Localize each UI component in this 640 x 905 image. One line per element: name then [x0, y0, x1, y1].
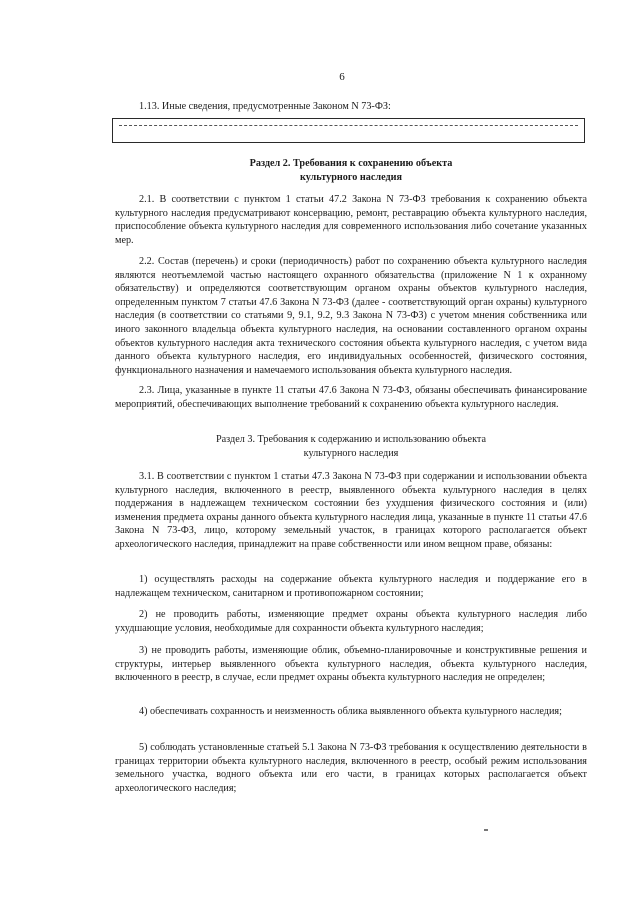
section-3-title-line2: культурного наследия	[303, 447, 399, 459]
section-2-title	[115, 157, 587, 184]
paragraph-2-2	[115, 255, 587, 377]
item-1-13: 1.13. Иные сведения, предусмотренные Законом N 73-ФЗ:	[139, 101, 391, 112]
paragraph-2-3-text: 2.3. Лица, указанные в пункте 11 статьи 47.6 Закона N 73-ФЗ, обязаны обеспечивать финансирование мероприятий, обеспечивающих выполнение требований к сохранению объекта культурного наследия.	[115, 385, 587, 410]
paragraph-2-3	[115, 384, 587, 411]
section-2-title-line2: культурного наследия	[299, 171, 402, 183]
section-2-title-line1: Раздел 2. Требования к сохранению объекта	[249, 158, 453, 169]
paragraph-3-1	[115, 470, 587, 552]
section-3-title-line1: Раздел 3. Требования к содержанию и использованию объекта	[215, 434, 486, 445]
paragraph-2-2-text: 2.2. Состав (перечень) и сроки (периодичность) работ по сохранению объекта культурного наследия являются неотъемлемой частью настоящего охранного обязательства (приложение N 1 к охранному обязательству) и определяются соответствующим органом охраны объектов культурного наследия, определенным пунктом 7 статьи 47.6 Закона N 73-ФЗ (далее - соответствующий орган охраны) культурного наследия (в соответствии со статьями 9, 9.1, 9.2, 9.3 Закона N 73-ФЗ) с учетом мнения собственника или иного законного владельца объекта культурного наследия, на основании составленного органом охраны объектов культурного наследия акта технического состояния объекта культурного наследия, с учетом вида данного объекта культурного наследия, его индивидуальных особенностей, физического состояния, функционального назначения и намечаемого использования объекта культурного наследия.	[115, 256, 587, 376]
list-item-2	[115, 608, 587, 635]
list-item-4	[115, 705, 587, 719]
paragraph-2-1-text: 2.1. В соответствии с пунктом 1 статьи 47.2 Закона N 73-ФЗ требования к сохранению объекта культурного наследия предусматривают консервацию, ремонт, реставрацию объекта культурного наследия, приспособление объекта культурного наследия для современного использования либо сочетание указанных мер.	[115, 194, 587, 246]
page-number: 6	[339, 71, 345, 83]
list-item-4-text: 4) обеспечивать сохранность и неизменность облика выявленного объекта культурного наследия;	[139, 706, 562, 717]
section-3-title	[115, 433, 587, 460]
list-item-1	[115, 573, 587, 600]
list-item-2-text: 2) не проводить работы, изменяющие предмет охраны объекта культурного наследия либо ухудшающие условия, необходимые для сохранности объекта культурного наследия;	[115, 609, 587, 634]
fill-in-box	[112, 118, 585, 143]
list-item-5-text: 5) соблюдать установленные статьей 5.1 Закона N 73-ФЗ требования к осуществлению деятельности в границах территории объекта культурного наследия, включенного в реестр, особый режим использования земельного участка, водного объекта или его части, в границах которых располагается объект археологического наследия;	[115, 742, 587, 794]
paragraph-2-1	[115, 193, 587, 247]
list-item-1-text: 1) осуществлять расходы на содержание объекта культурного наследия и поддержание его в надлежащем техническом, санитарном и противопожарном состоянии;	[115, 574, 587, 599]
scan-artifact	[484, 829, 488, 831]
list-item-3	[115, 644, 587, 685]
list-item-5	[115, 741, 587, 795]
paragraph-3-1-text: 3.1. В соответствии с пунктом 1 статьи 47.3 Закона N 73-ФЗ при содержании и использовании объекта культурного наследия, включенного в реестр, выявленного объекта культурного наследия в целях поддержания в надлежащем техническом состоянии без ухудшения физического состояния и (или) изменения предмета охраны данного объекта культурного наследия лица, указанные в пункте 11 статьи 47.6 Закона N 73-ФЗ, лицо, которому земельный участок, в границах которого располагается объект археологического наследия, принадлежит на праве собственности или ином вещном праве, обязаны:	[115, 471, 587, 550]
list-item-3-text: 3) не проводить работы, изменяющие облик, объемно-планировочные и конструктивные решения и структуры, интерьер выявленного объекта культурного наследия, объекта культурного наследия, включенного в реестр, в случае, если предмет охраны объекта культурного наследия не определен;	[115, 645, 587, 684]
